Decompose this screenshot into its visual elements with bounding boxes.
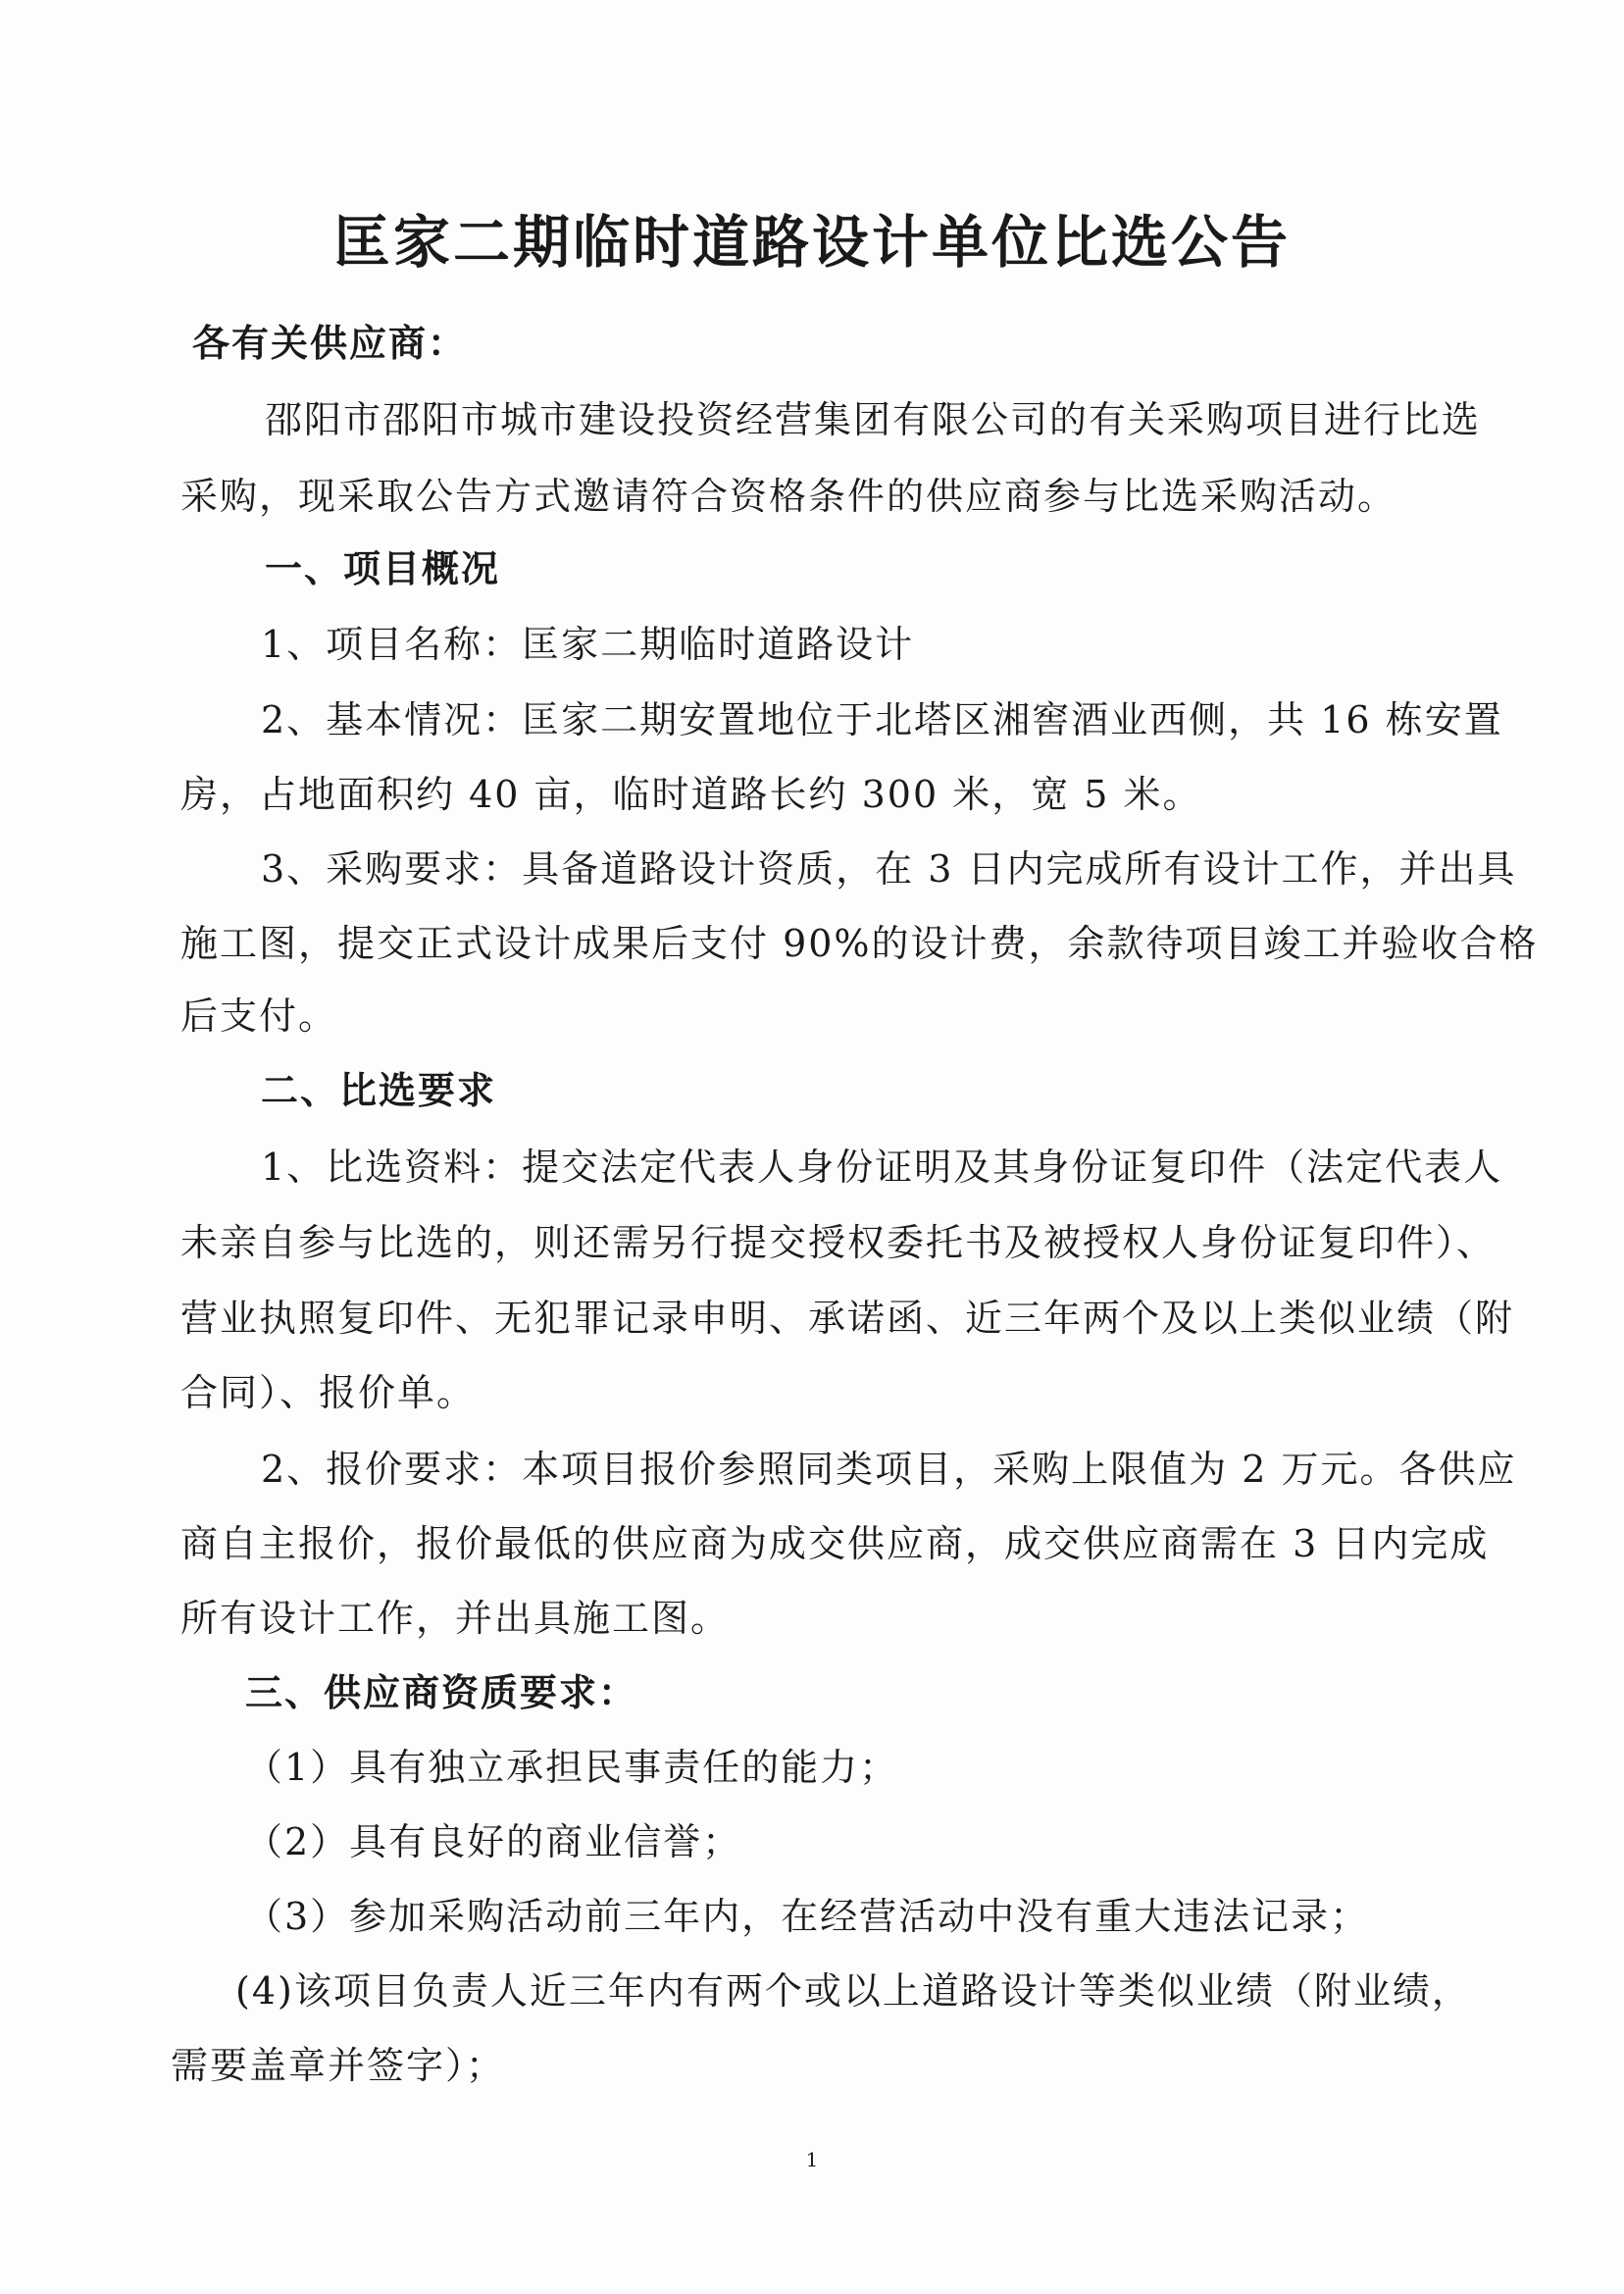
basic-info-line-2: 房，占地面积约 40 亩，临时道路长约 300 米，宽 5 米。: [180, 773, 1202, 816]
procurement-req-line-3: 后支付。: [180, 994, 338, 1038]
page-number: 1: [805, 2148, 819, 2171]
qualification-2: （2）具有良好的商业信誉；: [245, 1820, 742, 1863]
qualification-4-line-2: 需要盖章并签字）；: [171, 2044, 506, 2087]
intro-line-2: 采购，现采取公告方式邀请符合资格条件的供应商参与比选采购活动。: [180, 475, 1397, 518]
procurement-req-line-1: 3、采购要求：具备道路设计资质，在 3 日内完成所有设计工作，并出具: [261, 847, 1517, 891]
salutation: 各有关供应商：: [192, 322, 468, 365]
materials-line-1: 1、比选资料：提交法定代表人身份证明及其身份证复印件（法定代表人: [261, 1146, 1503, 1189]
section-heading-requirements: 二、比选要求: [261, 1069, 497, 1112]
quote-req-line-1: 2、报价要求：本项目报价参照同类项目，采购上限值为 2 万元。各供应: [261, 1448, 1517, 1491]
materials-line-3: 营业执照复印件、无犯罪记录申明、承诺函、近三年两个及以上类似业绩（附: [180, 1297, 1515, 1340]
qualification-4-line-1: (4)该项目负责人近三年内有两个或以上道路设计等类似业绩（附业绩，: [235, 1969, 1471, 2013]
procurement-req-line-2: 施工图，提交正式设计成果后支付 90%的设计费，余款待项目竣工并验收合格: [180, 922, 1539, 965]
page-title: 匡家二期临时道路设计单位比选公告: [332, 209, 1291, 276]
quote-req-line-3: 所有设计工作，并出具施工图。: [180, 1597, 731, 1640]
section-heading-qualifications: 三、供应商资质要求：: [245, 1671, 638, 1714]
qualification-3: （3）参加采购活动前三年内，在经营活动中没有重大违法记录；: [245, 1895, 1370, 1938]
basic-info-line-1: 2、基本情况：匡家二期安置地位于北塔区湘窖酒业西侧，共 16 栋安置: [261, 698, 1503, 741]
intro-line-1: 邵阳市邵阳市城市建设投资经营集团有限公司的有关采购项目进行比选: [265, 398, 1482, 441]
materials-line-2: 未亲自参与比选的，则还需另行提交授权委托书及被授权人身份证复印件）、: [180, 1221, 1497, 1264]
qualification-1: （1）具有独立承担民事责任的能力；: [245, 1746, 899, 1789]
materials-line-4: 合同）、报价单。: [180, 1371, 477, 1414]
project-name: 1、项目名称：匡家二期临时道路设计: [261, 623, 915, 666]
section-heading-overview: 一、项目概况: [265, 547, 501, 590]
quote-req-line-2: 商自主报价，报价最低的供应商为成交供应商，成交供应商需在 3 日内完成: [180, 1522, 1490, 1565]
